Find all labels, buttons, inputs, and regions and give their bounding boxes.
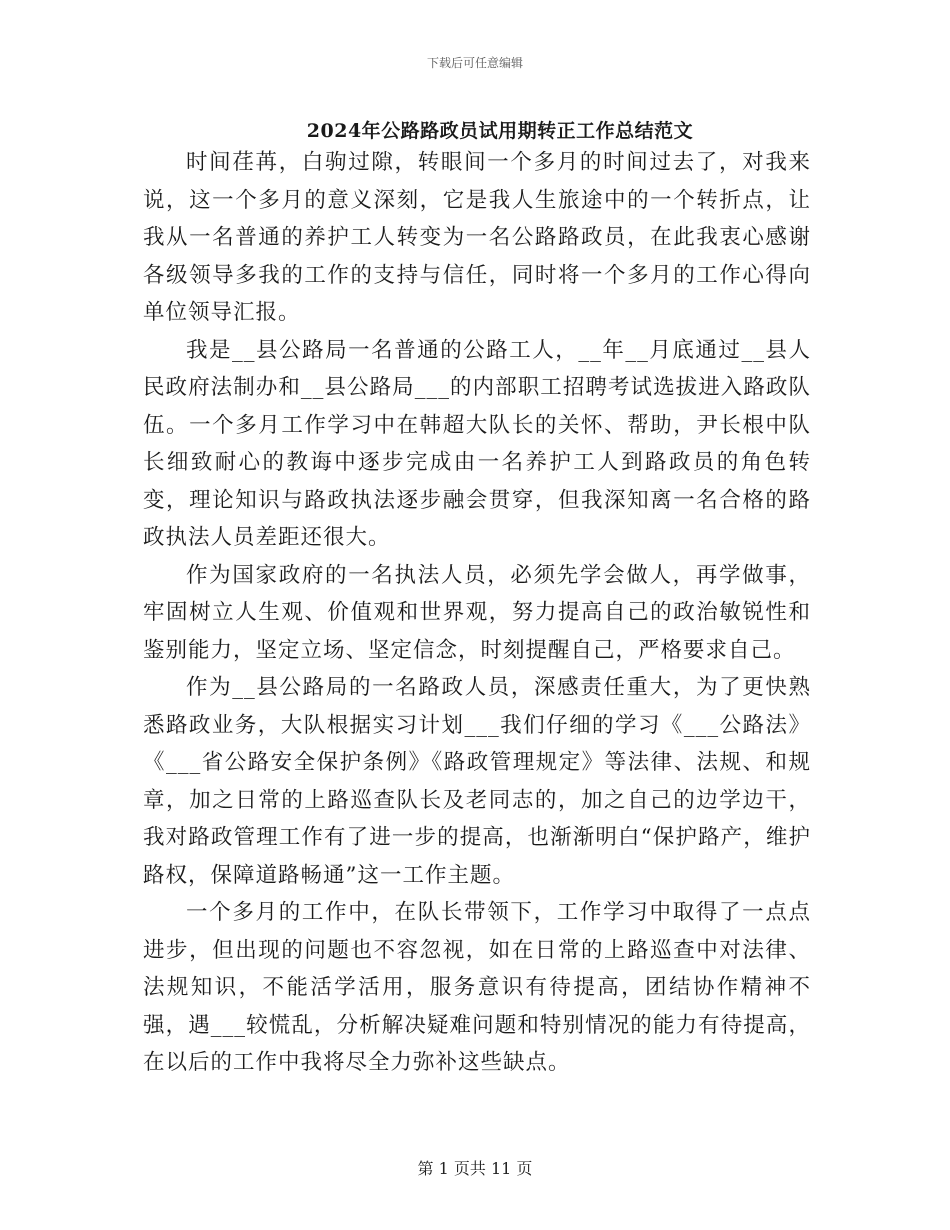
paragraph-5: 一个多月的工作中，在队长带领下，工作学习中取得了一点点进步，但出现的问题也不容忽视，如在日常的上路巡查中对法律、法规知识，不能活学活用，服务意识有待提高，团结协作精神不强，遇___较慌乱，分析解决疑难问题和特别情况的能力有待提高，在以后的工作中我将尽全力弥补这些缺点。 xyxy=(143,900,811,1075)
paragraph-4: 作为__县公路局的一名路政人员，深感责任重大，为了更快熟悉路政业务，大队根据实习计划___我们仔细的学习《___公路法》《___省公路安全保护条例》《路政管理规定》等法律、法规、和规章，加之日常的上路巡查队长及老同志的，加之自己的边学边干，我对路政管理工作有了进一步的提高，也渐渐明白“保护路产，维护路权，保障道路畅通”这一工作主题。 xyxy=(143,675,811,888)
document-body xyxy=(143,144,811,1082)
paragraph-2: 我是__县公路局一名普通的公路工人，__年__月底通过__县人民政府法制办和__县公路局___的内部职工招聘考试选拔进入路政队伍。一个多月工作学习中在韩超大队长的关怀、帮助，尹长根中队长细致耐心的教诲中逐步完成由一名养护工人到路政员的角色转变，理论知识与路政执法逐步融会贯穿，但我深知离一名合格的路政执法人员差距还很大。 xyxy=(143,337,811,550)
document-title: 2024年公路路政员试用期转正工作总结范文 xyxy=(306,120,694,142)
paragraph-1: 时间荏苒，白驹过隙，转眼间一个多月的时间过去了，对我来说，这一个多月的意义深刻，它是我人生旅途中的一个转折点，让我从一名普通的养护工人转变为一名公路路政员，在此我衷心感谢各级领导多我的工作的支持与信任，同时将一个多月的工作心得向单位领导汇报。 xyxy=(143,150,811,325)
header-note: 下载后可任意编辑 xyxy=(426,56,523,70)
page-footer: 第 1 页共 11 页 xyxy=(417,1159,533,1178)
paragraph-3: 作为国家政府的一名执法人员，必须先学会做人，再学做事，牢固树立人生观、价值观和世界观，努力提高自己的政治敏锐性和鉴别能力，坚定立场、坚定信念，时刻提醒自己，严格要求自己。 xyxy=(143,562,811,663)
